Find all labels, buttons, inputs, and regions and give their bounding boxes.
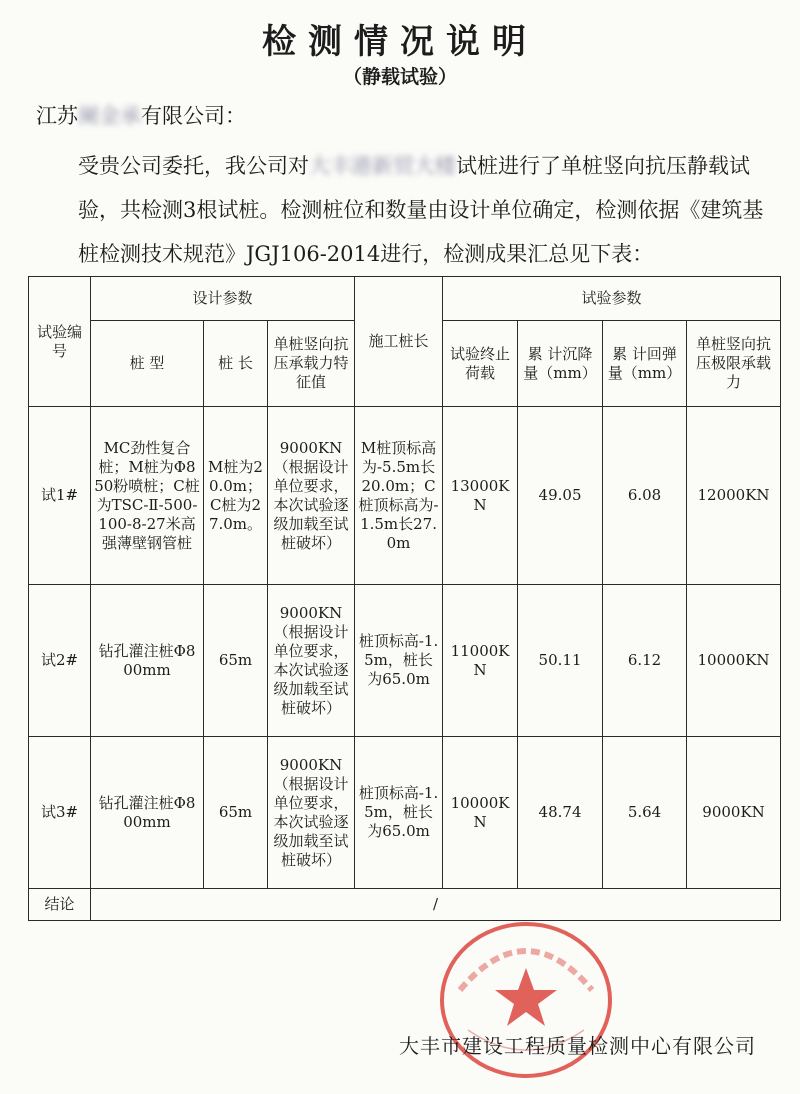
cell-rebound: 6.08 <box>603 407 687 585</box>
project-name-redacted: 大丰港新贸大楼 <box>309 154 456 178</box>
table-row <box>29 737 781 889</box>
header-ultimate-capacity: 单桩竖向抗压极限承载力 <box>687 321 781 407</box>
conclusion-value: / <box>91 889 781 921</box>
cell-design-capacity: 9000KN（根据设计单位要求，本次试验逐级加载至试桩破坏） <box>268 737 355 889</box>
cell-construction-length: M桩顶标高为-5.5m长20.0m；C桩顶标高为-1.5m长27.0m <box>355 407 443 585</box>
page-subtitle: （静载试验） <box>342 66 457 88</box>
conclusion-label: 结论 <box>29 889 91 921</box>
header-test-params: 试验参数 <box>443 277 781 321</box>
cell-ultimate-capacity: 10000KN <box>687 585 781 737</box>
cell-settlement: 50.11 <box>518 585 603 737</box>
results-table <box>28 276 781 921</box>
table-row <box>29 407 781 585</box>
cell-terminal-load: 11000KN <box>443 585 518 737</box>
header-terminal-load: 试验终止荷载 <box>443 321 518 407</box>
cell-test-id: 试2# <box>29 585 91 737</box>
cell-terminal-load: 13000KN <box>443 407 518 585</box>
header-test-id: 试验编号 <box>29 277 91 407</box>
addressee <box>36 100 246 130</box>
conclusion-row <box>29 889 781 921</box>
cell-design-capacity: 9000KN（根据设计单位要求，本次试验逐级加载至试桩破坏） <box>268 585 355 737</box>
table-row <box>29 585 781 737</box>
header-construction-length: 施工桩长 <box>355 277 443 407</box>
cell-ultimate-capacity: 12000KN <box>687 407 781 585</box>
cell-rebound: 6.12 <box>603 585 687 737</box>
cell-pile-type: 钻孔灌注桩Φ800mm <box>91 585 204 737</box>
cell-pile-type: MC劲性复合桩；M桩为Φ850粉喷桩；C桩为TSC-Ⅱ-500-100-8-27米高强薄壁钢管桩 <box>91 407 204 585</box>
cell-test-id: 试1# <box>29 407 91 585</box>
cell-terminal-load: 10000KN <box>443 737 518 889</box>
header-rebound: 累 计回弹量（mm） <box>603 321 687 407</box>
header-design-capacity: 单桩竖向抗压承载力特征值 <box>268 321 355 407</box>
cell-settlement: 49.05 <box>518 407 603 585</box>
addressee-prefix: 江苏 <box>36 104 78 128</box>
intro-paragraph <box>36 144 776 276</box>
intro-part1: 受贵公司委托，我公司对 <box>78 154 309 178</box>
header-pile-length: 桩 长 <box>204 321 268 407</box>
cell-rebound: 5.64 <box>603 737 687 889</box>
header-settlement: 累 计沉降量（mm） <box>518 321 603 407</box>
cell-design-capacity: 9000KN（根据设计单位要求，本次试验逐级加载至试桩破坏） <box>268 407 355 585</box>
cell-pile-length: M桩为20.0m；C桩为27.0m。 <box>204 407 268 585</box>
cell-pile-type: 钻孔灌注桩Φ800mm <box>91 737 204 889</box>
header-pile-type: 桩 型 <box>91 321 204 407</box>
cell-pile-length: 65m <box>204 737 268 889</box>
cell-settlement: 48.74 <box>518 737 603 889</box>
cell-construction-length: 桩顶标高-1.5m，桩长为65.0m <box>355 585 443 737</box>
intro-part2: 试桩进行了单桩竖向抗压静载试验，共检测3根试桩。检测桩位和数量由设计单位确定，检测依据《建筑基桩检测技术规范》JGJ106-2014进行，检测成果汇总见下表： <box>78 154 764 266</box>
cell-pile-length: 65m <box>204 585 268 737</box>
addressee-suffix: 有限公司： <box>141 104 246 128</box>
page-title: 检测情况说明 <box>262 22 538 62</box>
cell-construction-length: 桩顶标高-1.5m，桩长为65.0m <box>355 737 443 889</box>
addressee-redacted: 阑金承 <box>78 104 141 128</box>
cell-ultimate-capacity: 9000KN <box>687 737 781 889</box>
company-signature: 大丰市建设工程质量检测中心有限公司 <box>399 1034 756 1058</box>
cell-test-id: 试3# <box>29 737 91 889</box>
seal-star-icon <box>495 968 557 1026</box>
header-design-params: 设计参数 <box>91 277 355 321</box>
